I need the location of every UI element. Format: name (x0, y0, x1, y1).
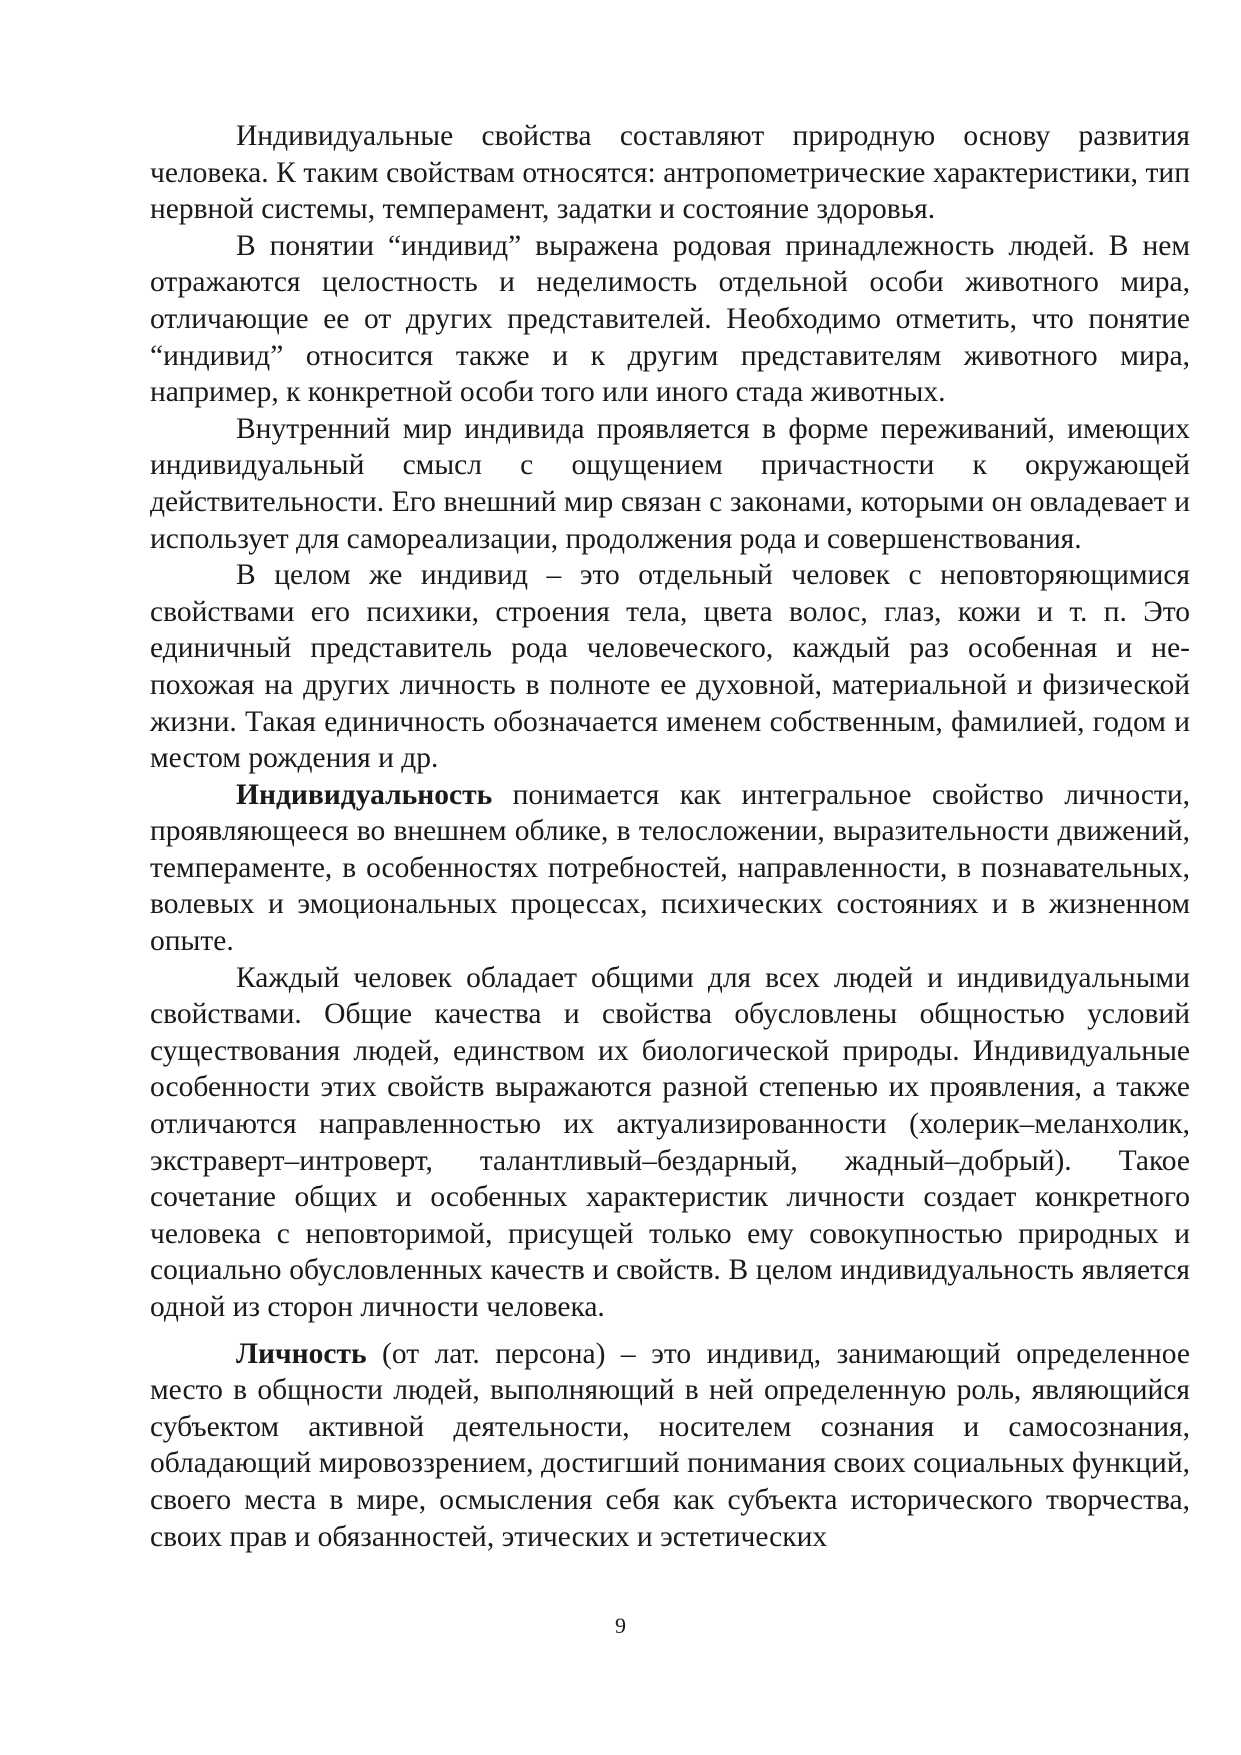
page-number: 9 (615, 1613, 626, 1638)
term-personality: Личность (236, 1337, 367, 1370)
paragraph-common-and-individual (150, 960, 1190, 1326)
paragraph-text: Внутренний мир индивида проявляется в форме переживаний, имеющих индивидуальный смысл с ощущением причастности к окружающей действительности. Его внешний мир связан с законами, которыми он овладевает и использует для самореализации, продолжения рода и совершенствования. (150, 412, 1190, 555)
page-body (150, 118, 1190, 1555)
paragraph-text: понимается как интегральное свойство личности, проявляющееся во внешнем облике, в телосложении, выразительности движений, темпераменте, в особенностях потребностей, направленности, в познавательных, волевых и эмоциональных процессах, психических состояниях и в жизненном опыте. (150, 778, 1190, 958)
term-individuality: Индивидуальность (236, 778, 493, 811)
paragraph-personality-definition (150, 1336, 1190, 1556)
paragraph-individual-overall (150, 557, 1190, 777)
paragraph-text: (от лат. персона) – это индивид, занимающий определенное место в общности людей, выполняющий в ней определенную роль, являющийся субъектом активной деятельности, носителем сознания и самосознания, обладающий мировоззрением, достигший понимания своих социальных функций, своего места в мире, осмысления себя как субъекта исторического творчества, своих прав и обязанностей, этических и эстетических (150, 1337, 1190, 1553)
paragraph-individual-concept (150, 228, 1190, 411)
paragraph-inner-world (150, 411, 1190, 557)
paragraph-individuality-definition (150, 777, 1190, 960)
paragraph-text: Каждый человек обладает общими для всех людей и индивидуальными свойствами. Общие качества и свойства обусловлены общностью условий существования людей, единством их биологической природы. Индивидуальные особенности этих свойств выражаются разной степенью их проявления, а также отличаются направленностью их актуализированности (холерик–меланхолик, экстраверт–интроверт, талантливый–бездарный, жадный–добрый). Такое сочетание общих и особенных характеристик личности создает конкретного человека с неповторимой, присущей только ему совокупностью природных и социально обусловленных качеств и свойств. В целом индивидуальность является одной из сторон личности человека. (150, 961, 1190, 1323)
paragraph-text: Индивидуальные свойства составляют природную основу развития человека. К таким свойствам относятся: антропометрические характеристики, тип нервной системы, темперамент, задатки и состояние здоровья. (150, 120, 1190, 226)
paragraph-text: В понятии “индивид” выражена родовая принадлежность людей. В нем отражаются целостность и неделимость отдельной особи животного мира, отличающие ее от других представителей. Необходимо отметить, что понятие “индивид” относится также и к другим представителям животного мира, например, к конкретной особи того или иного стада животных. (150, 229, 1190, 409)
paragraph-individual-properties (150, 118, 1190, 228)
paragraph-text: В целом же индивид – это отдельный человек с неповторяющимися свойствами его психики, строения тела, цвета волос, глаз, кожи и т. п. Это единичный представитель рода человеческого, каждый раз особенная и непохожая на других личность в полноте ее духовной, материальной и физической жизни. Такая единичность обозначается именем собственным, фамилией, годом и местом рождения и др. (150, 559, 1190, 775)
